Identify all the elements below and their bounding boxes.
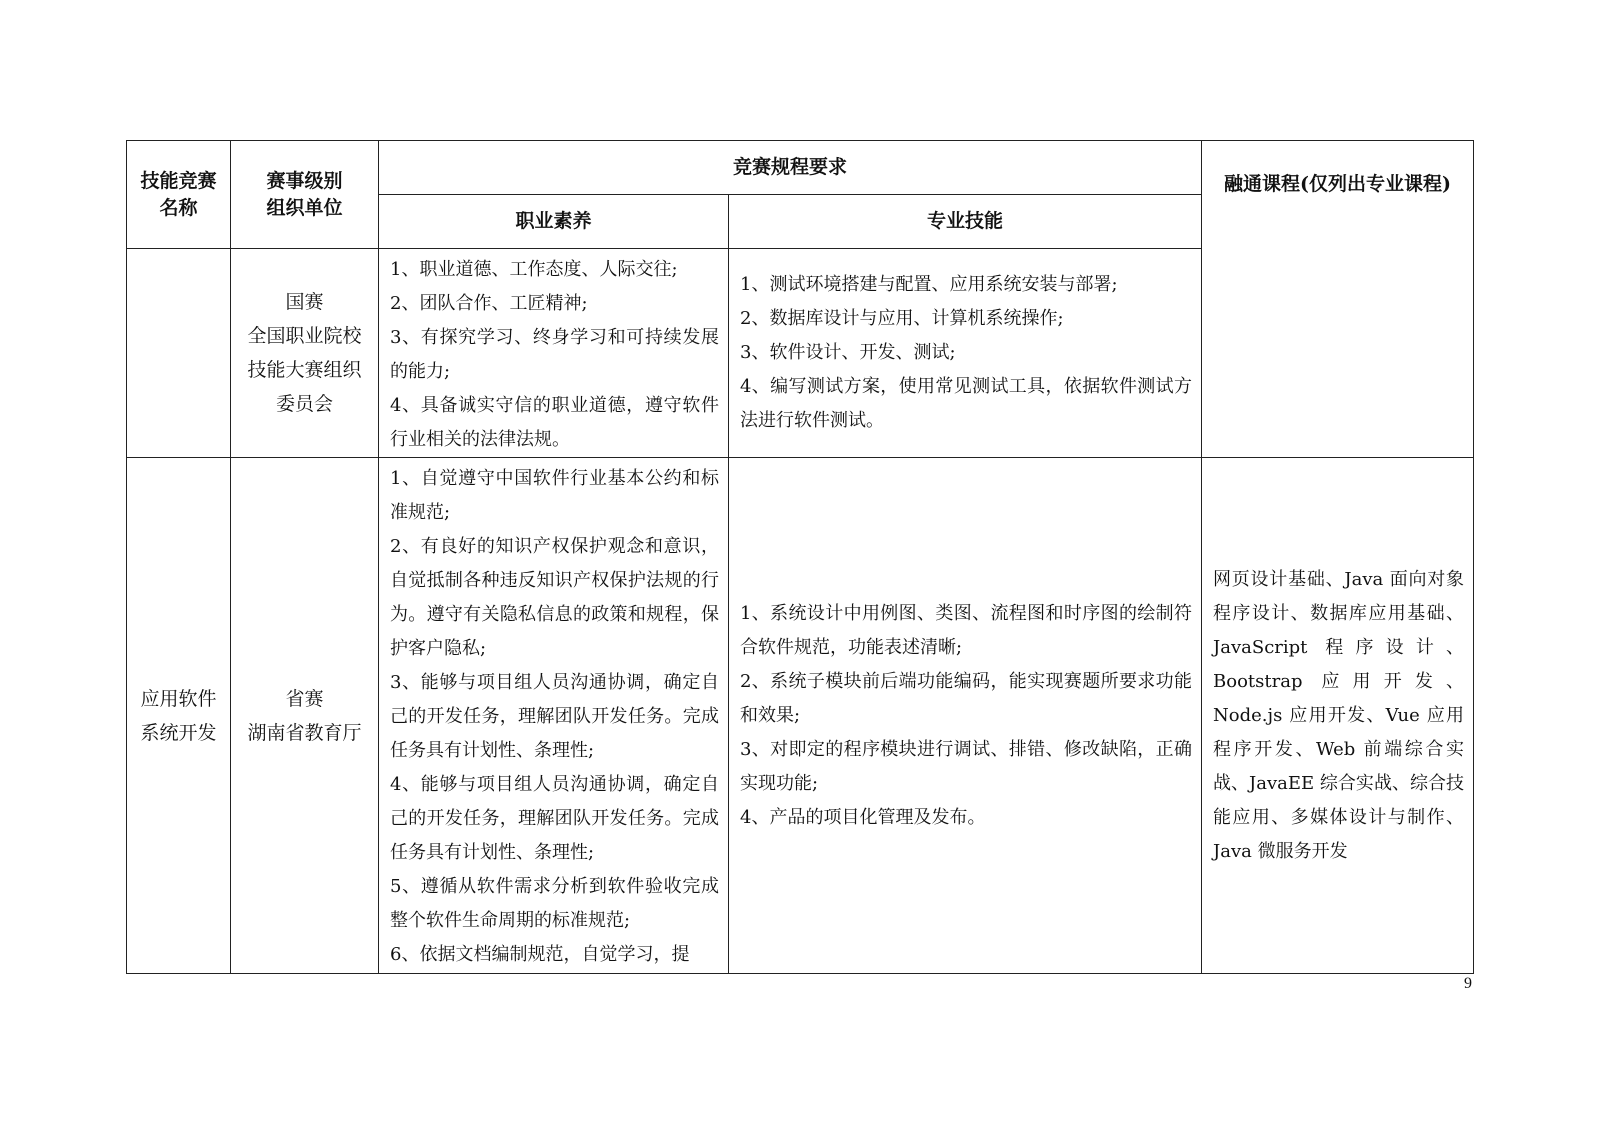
row2-level-org-cell: 省赛 湖南省教育厅 [231,458,379,974]
list-item: 2、团队合作、工匠精神; [390,293,588,314]
header-row-1 [127,141,1474,195]
row1-name-cell [127,249,231,458]
list-item: 1、测试环境搭建与配置、应用系统安装与部署; [740,274,1118,295]
list-item: 2、系统子模块前后端功能编码，能实现赛题所要求功能和效果; [740,670,1193,726]
row1-level-org-cell: 国赛 全国职业院校 技能大赛组织 委员会 [231,249,379,458]
header-professional-skills: 专业技能 [729,195,1202,249]
row2-skills-cell [729,458,1202,974]
list-item: 3、有探究学习、终身学习和可持续发展的能力; [390,327,719,382]
header-level-org: 赛事级别 组织单位 [231,141,379,249]
row1-quality-cell [379,249,729,458]
row1-skills-cell [729,249,1202,458]
list-item: 4、具备诚实守信的职业道德，遵守软件行业相关的法律法规。 [390,395,719,450]
list-item: 2、数据库设计与应用、计算机系统操作; [740,308,1064,329]
list-item: 4、编写测试方案，使用常见测试工具，依据软件测试方法进行软件测试。 [740,376,1193,431]
table-row [127,458,1474,974]
list-item: 4、能够与项目组人员沟通协调，确定自己的开发任务，理解团队开发任务。完成任务具有计划性、条理性; [390,774,719,863]
list-item: 3、软件设计、开发、测试; [740,342,956,363]
list-item: 4、产品的项目化管理及发布。 [740,806,986,828]
list-item: 1、系统设计中用例图、类图、流程图和时序图的绘制符合软件规范，功能表述清晰; [740,602,1193,658]
list-item: 2、有良好的知识产权保护观念和意识，自觉抵制各种违反知识产权保护法规的行为。遵守有关隐私信息的政策和规程，保护客户隐私; [390,536,719,659]
list-item: 3、对即定的程序模块进行调试、排错、修改缺陷，正确实现功能; [740,738,1193,794]
list-item: 3、能够与项目组人员沟通协调，确定自己的开发任务，理解团队开发任务。完成任务具有计划性、条理性; [390,672,719,761]
header-professional-quality: 职业素养 [379,195,729,249]
list-item: 6、依据文档编制规范，自觉学习，提 [390,944,690,965]
header-courses: 融通课程(仅列出专业课程) [1202,141,1474,458]
list-item: 1、职业道德、工作态度、人际交往; [390,259,678,280]
list-item: 1、自觉遵守中国软件行业基本公约和标准规范; [390,468,719,523]
row2-quality-cell [379,458,729,974]
header-competition-name: 技能竞赛 名称 [127,141,231,249]
row2-courses-cell [1202,458,1474,974]
page-number: 9 [1464,975,1472,992]
courses-text: 网页设计基础、Java 面向对象程序设计、数据库应用基础、JavaScript 程序设计、Bootstrap 应用开发、Node.js 应用开发、Vue 应用程序开发、Web 前端综合实战、JavaEE 综合实战、综合技能应用、多媒体设计与制作、Java 微服务开发 [1213,568,1465,862]
row2-name-cell: 应用软件 系统开发 [127,458,231,974]
header-rules: 竞赛规程要求 [379,141,1202,195]
competition-table [126,140,1474,974]
list-item: 5、遵循从软件需求分析到软件验收完成整个软件生命周期的标准规范; [390,876,719,931]
